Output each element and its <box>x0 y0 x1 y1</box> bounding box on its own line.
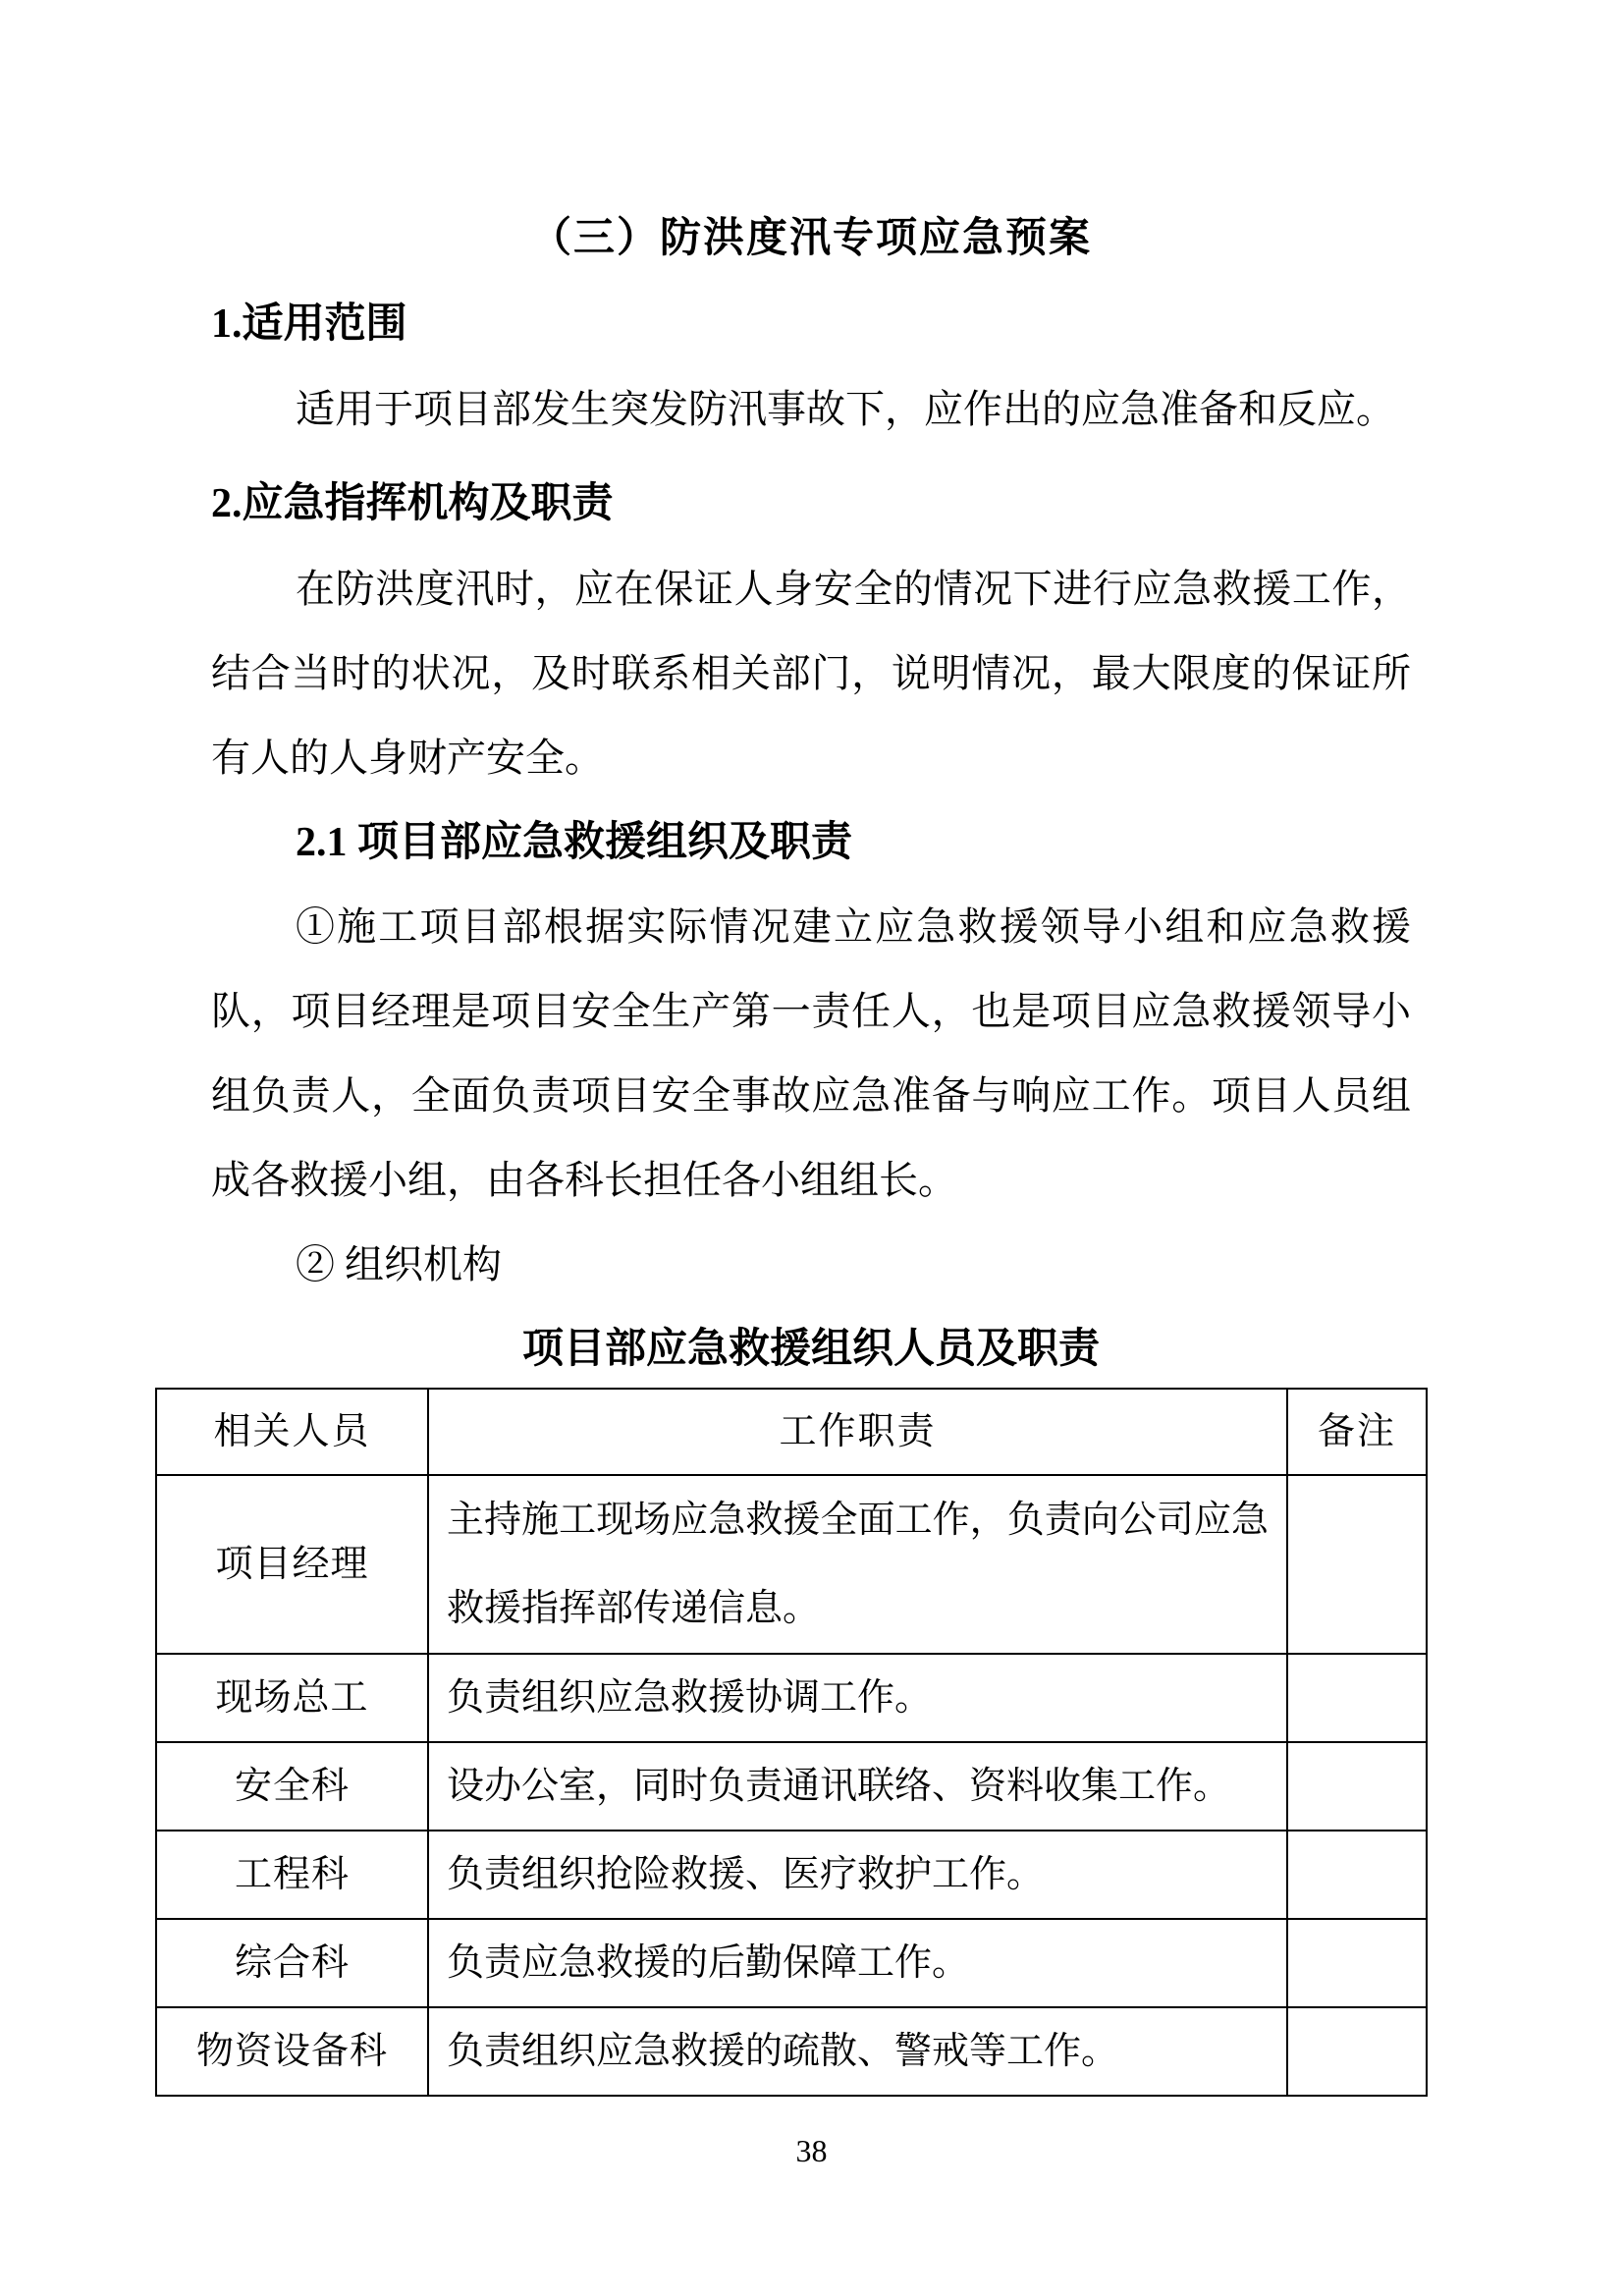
paragraph-org-overview: 在防洪度汛时，应在保证人身安全的情况下进行应急救援工作，结合当时的状况，及时联系相关部门，说明情况，最大限度的保证所有人的人身财产安全。 <box>211 567 1411 780</box>
table-title: 项目部应急救援组织人员及职责 <box>521 1327 1100 1372</box>
remark-cell <box>1287 1742 1427 1831</box>
duty-cell: 负责组织应急救援协调工作。 <box>428 1654 1287 1742</box>
remark-cell <box>1287 1831 1427 1919</box>
table-row <box>156 1919 1427 2007</box>
rescue-duty-table <box>155 1388 1428 2097</box>
table-row <box>156 1475 1427 1654</box>
document-title: （三）防洪度汛专项应急预案 <box>529 216 1092 261</box>
person-cell: 综合科 <box>156 1919 428 2007</box>
header-duty: 工作职责 <box>428 1389 1287 1475</box>
header-person: 相关人员 <box>156 1389 428 1475</box>
duty-cell: 负责组织抢险救援、医疗救护工作。 <box>428 1831 1287 1919</box>
subsection-heading-rescue-org: 2.1 项目部应急救援组织及职责 <box>296 820 853 865</box>
header-remark: 备注 <box>1287 1389 1427 1475</box>
table-header-row <box>156 1389 1427 1475</box>
table-row <box>156 1831 1427 1919</box>
person-cell: 安全科 <box>156 1742 428 1831</box>
page-number: 38 <box>795 2133 828 2168</box>
duty-cell: 负责组织应急救援的疏散、警戒等工作。 <box>428 2007 1287 2096</box>
remark-cell <box>1287 1919 1427 2007</box>
paragraph-rescue-org: ①施工项目部根据实际情况建立应急救援领导小组和应急救援队，项目经理是项目安全生产第一责任人，也是项目应急救援领导小组负责人，全面负责项目安全事故应急准备与响应工作。项目人员组成各救援小组，由各科长担任各小组组长。 <box>211 904 1411 1202</box>
paragraph-org-structure-label: ② 组织机构 <box>296 1242 502 1286</box>
person-cell: 现场总工 <box>156 1654 428 1742</box>
section-heading-org: 2.应急指挥机构及职责 <box>211 481 614 526</box>
person-cell: 物资设备科 <box>156 2007 428 2096</box>
section-heading-scope: 1.适用范围 <box>211 301 407 347</box>
duty-cell: 设办公室，同时负责通讯联络、资料收集工作。 <box>428 1742 1287 1831</box>
remark-cell <box>1287 1654 1427 1742</box>
remark-cell <box>1287 1475 1427 1654</box>
person-cell: 项目经理 <box>156 1475 428 1654</box>
table-row <box>156 1742 1427 1831</box>
duty-cell: 主持施工现场应急救援全面工作，负责向公司应急救援指挥部传递信息。 <box>428 1475 1287 1654</box>
remark-cell <box>1287 2007 1427 2096</box>
paragraph-scope: 适用于项目部发生突发防汛事故下，应作出的应急准备和反应。 <box>296 387 1395 431</box>
table-row <box>156 2007 1427 2096</box>
duty-cell: 负责应急救援的后勤保障工作。 <box>428 1919 1287 2007</box>
table-row <box>156 1654 1427 1742</box>
person-cell: 工程科 <box>156 1831 428 1919</box>
